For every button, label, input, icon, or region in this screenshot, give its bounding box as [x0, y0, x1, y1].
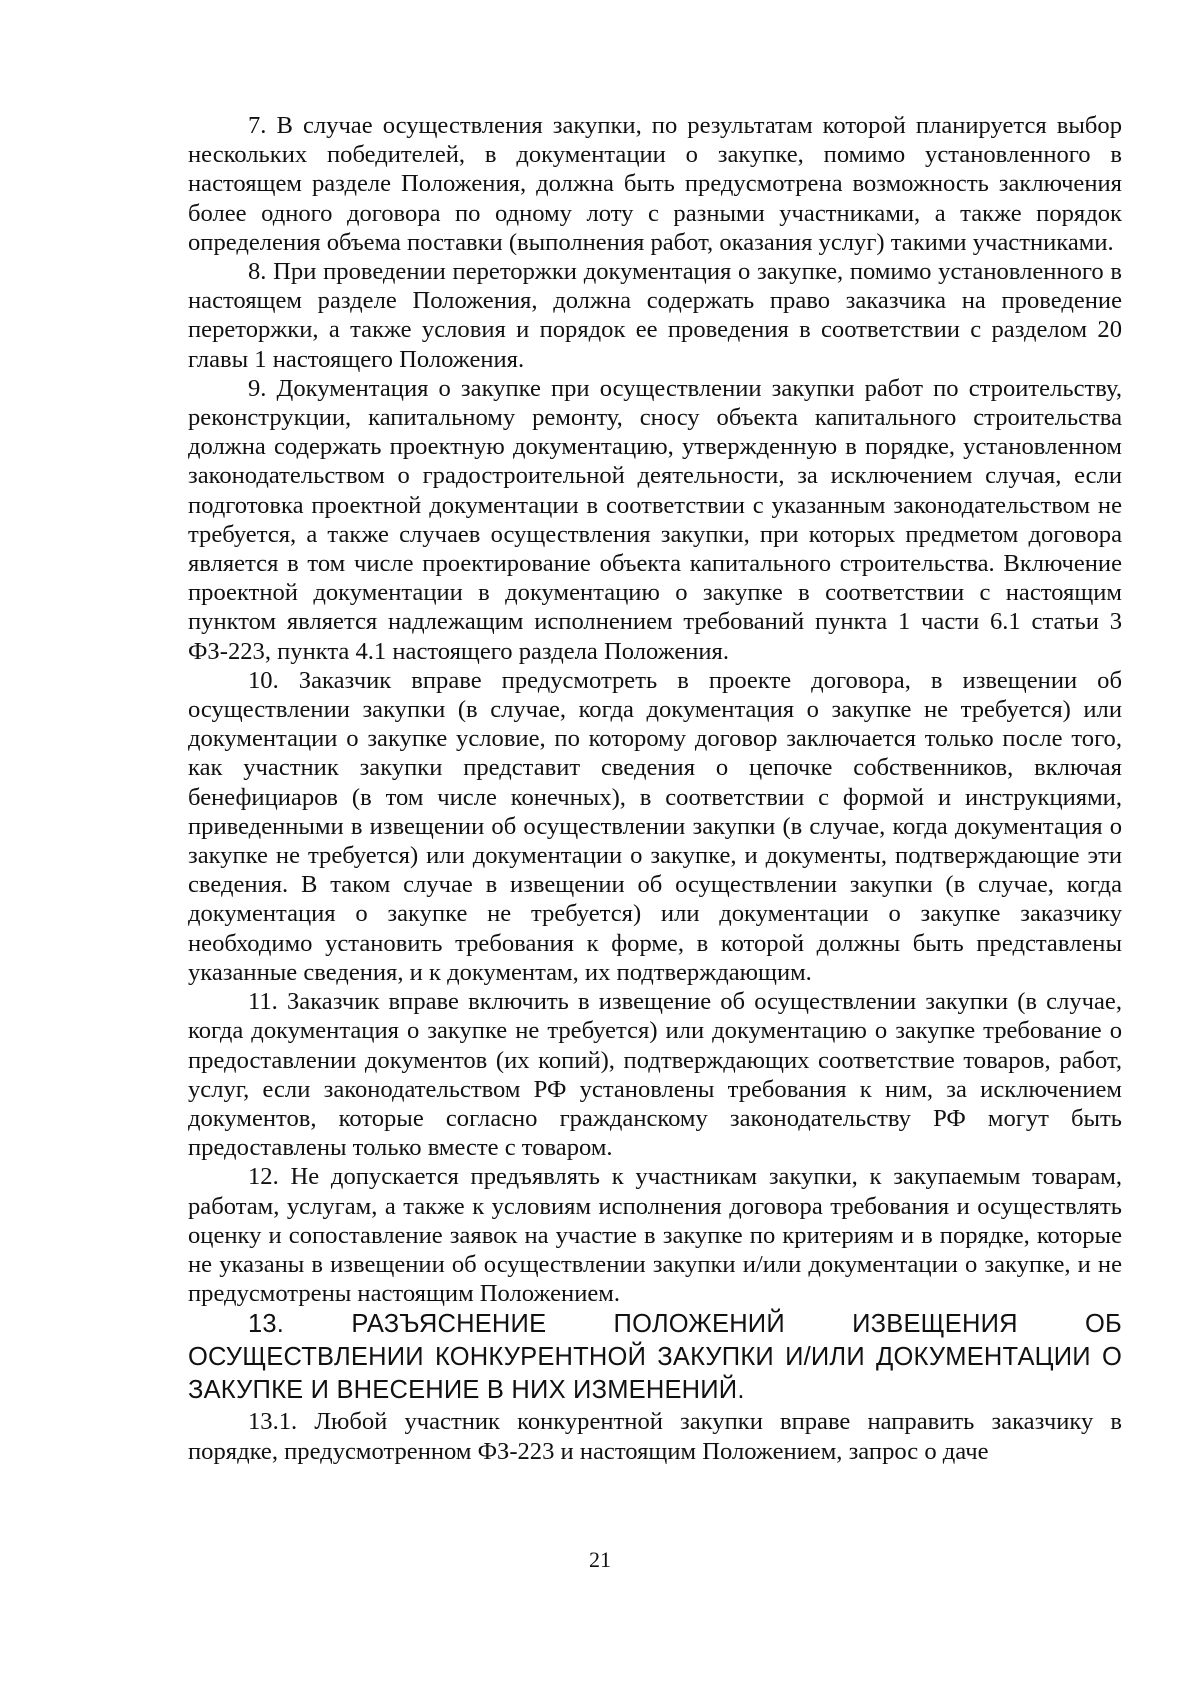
paragraph-10: 10. Заказчик вправе предусмотреть в проекте договора, в извещении об осуществлении закупки (в случае, когда документация о закупке не требуется) или документации о закупке условие, по которому договор заключается только после того, как участник закупки представит сведения о цепочке собственников, включая бенефициаров (в том числе конечных), в соответствии с формой и инструкциями, приведенными в извещении об осуществлении закупки (в случае, когда документация о закупке не требуется) или документации о закупке, и документы, подтверждающие эти сведения. В таком случае в извещении об осуществлении закупки (в случае, когда документация о закупке не требуется) или документации о закупке заказчику необходимо установить требования к форме, в которой должны быть представлены указанные сведения, и к документам, их подтверждающим.	[188, 666, 1122, 986]
paragraph-7: 7. В случае осуществления закупки, по результатам которой планируется выбор нескольких победителей, в документации о закупке, помимо установленного в настоящем разделе Положения, должна быть предусмотрена возможность заключения более одного договора по одному лоту с разными участниками, а также порядок определения объема поставки (выполнения работ, оказания услуг) такими участниками.	[188, 112, 1122, 256]
paragraph-8: 8. При проведении переторжки документация о закупке, помимо установленного в настоящем разделе Положения, должна содержать право заказчика на проведение переторжки, а также условия и порядок ее проведения в соответствии с разделом 20 главы 1 настоящего Положения.	[188, 258, 1122, 373]
page-body	[188, 111, 1122, 1466]
section-heading: 13. РАЗЪЯСНЕНИЕ ПОЛОЖЕНИЙ ИЗВЕЩЕНИЯ ОБ ОСУЩЕСТВЛЕНИИ КОНКУРЕНТНОЙ ЗАКУПКИ И/ИЛИ ДОКУМЕНТАЦИИ О ЗАКУПКЕ И ВНЕСЕНИЕ В НИХ ИЗМЕНЕНИЙ.	[188, 1310, 1122, 1405]
paragraph-11: 11. Заказчик вправе включить в извещение об осуществлении закупки (в случае, когда документация о закупке не требуется) или документацию о закупке требование о предоставлении документов (их копий), подтверждающих соответствие товаров, работ, услуг, если законодательством РФ установлены требования к ним, за исключением документов, которые согласно гражданскому законодательству РФ могут быть предоставлены только вместе с товаром.	[188, 988, 1122, 1162]
paragraph-12: 12. Не допускается предъявлять к участникам закупки, к закупаемым товарам, работам, услугам, а также к условиям исполнения договора требования и осуществлять оценку и сопоставление заявок на участие в закупке по критериям и в порядке, которые не указаны в извещении об осуществлении закупки и/или документации о закупке, и не предусмотрены настоящим Положением.	[188, 1163, 1122, 1308]
page-number: 21	[589, 1547, 611, 1572]
paragraph-13-1: 13.1. Любой участник конкурентной закупки вправе направить заказчику в порядке, предусмотренном ФЗ-223 и настоящим Положением, запрос о даче	[188, 1408, 1122, 1465]
paragraph-9: 9. Документация о закупке при осуществлении закупки работ по строительству, реконструкции, капитальному ремонту, сносу объекта капитального строительства должна содержать проектную документацию, утвержденную в порядке, установленном законодательством о градостроительной деятельности, за исключением случая, если подготовка проектной документации в соответствии с указанным законодательством не требуется, а также случаев осуществления закупки, при которых предметом договора является в том числе проектирование объекта капитального строительства. Включение проектной документации в документацию о закупке в соответствии с настоящим пунктом является надлежащим исполнением требований пункта 1 части 6.1 статьи 3 ФЗ-223, пункта 4.1 настоящего раздела Положения.	[188, 374, 1122, 665]
